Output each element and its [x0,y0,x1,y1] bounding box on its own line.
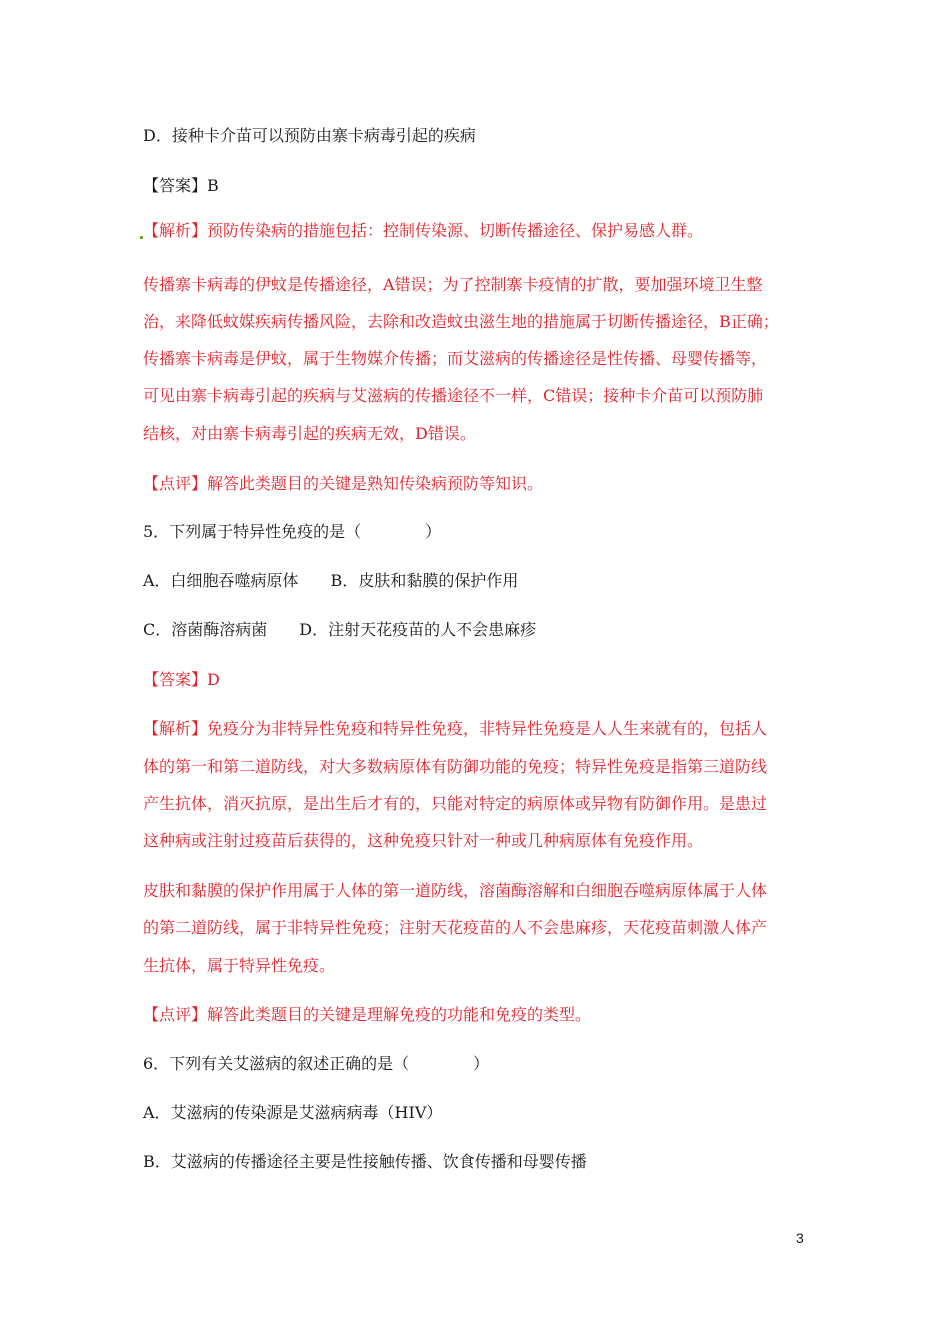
question-5-analysis-line: 生抗体，属于特异性免疫。 [143,956,336,975]
prev-analysis-line: 治，来降低蚊媒疾病传播风险，去除和改造蚊虫滋生地的措施属于切断传播途径，B正确； [143,312,779,331]
prev-option-d: D．接种卡介苗可以预防由寨卡病毒引起的疾病 [143,126,476,145]
question-5-analysis-line: 【解析】免疫分为非特异性免疫和特异性免疫，非特异性免疫是人人生来就有的，包括人 [143,719,768,738]
question-5-analysis-line: 这种病或注射过疫苗后获得的，这种免疫只针对一种或几种病原体有免疫作用。 [143,831,704,850]
prev-analysis-intro: 【解析】预防传染病的措施包括：控制传染源、切断传播途径、保护易感人群。 [143,221,704,240]
question-5-analysis-line: 的第二道防线，属于非特异性免疫；注射天花疫苗的人不会患麻疹，天花疫苗刺激人体产 [143,918,768,937]
question-5-stem: 5．下列属于特异性免疫的是（ ） [143,522,442,541]
prev-analysis-line: 传播寨卡病毒的伊蚊是传播途径，A错误；为了控制寨卡疫情的扩散，要加强环境卫生整 [143,275,763,294]
question-5-comment: 【点评】解答此类题目的关键是理解免疫的功能和免疫的类型。 [143,1005,592,1024]
question-5-analysis-line: 体的第一和第二道防线，对大多数病原体有防御功能的免疫；特异性免疫是指第三道防线 [143,757,768,776]
prev-answer: 【答案】B [143,176,219,195]
question-6-option-a: A．艾滋病的传染源是艾滋病病毒（HIV） [143,1103,443,1122]
question-5-options-row-2: C．溶菌酶溶病菌 D．注射天花疫苗的人不会患麻疹 [143,620,537,639]
page-number: 3 [796,1230,804,1246]
question-5-analysis-line: 皮肤和黏膜的保护作用属于人体的第一道防线，溶菌酶溶解和白细胞吞噬病原体属于人体 [143,881,768,900]
prev-analysis-line: 传播寨卡病毒是伊蚊，属于生物媒介传播；而艾滋病的传播途径是性传播、母婴传播等， [143,349,768,368]
question-6-option-b: B．艾滋病的传播途径主要是性接触传播、饮食传播和母婴传播 [143,1152,587,1171]
prev-comment: 【点评】解答此类题目的关键是熟知传染病预防等知识。 [143,474,544,493]
question-5-analysis-line: 产生抗体，消灭抗原，是出生后才有的，只能对特定的病原体或异物有防御作用。是患过 [143,794,768,813]
question-5-answer: 【答案】D [143,670,220,689]
prev-analysis-line: 可见由寨卡病毒引起的疾病与艾滋病的传播途径不一样，C错误；接种卡介苗可以预防肺 [143,386,764,405]
prev-analysis-line: 结核，对由寨卡病毒引起的疾病无效，D错误。 [143,424,476,443]
question-5-options-row-1: A．白细胞吞噬病原体 B．皮肤和黏膜的保护作用 [143,571,519,590]
question-6-stem: 6．下列有关艾滋病的叙述正确的是（ ） [143,1054,490,1073]
